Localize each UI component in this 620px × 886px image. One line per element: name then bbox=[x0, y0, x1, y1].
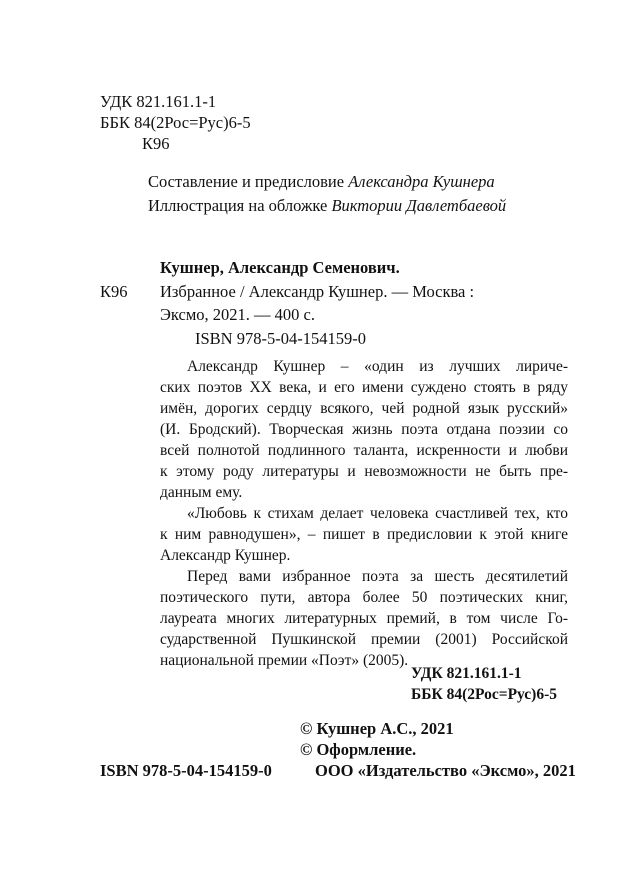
compilation-name: Александра Кушнера bbox=[348, 172, 495, 191]
illustration-name: Виктории Давлетбаевой bbox=[331, 196, 507, 215]
copyright-design: © Оформление. bbox=[300, 740, 417, 759]
record-code: К96 bbox=[100, 282, 128, 301]
classification-udk: УДК 821.161.1-1 bbox=[411, 665, 522, 682]
annotation-line: национальной премии «Поэт» (2005). bbox=[160, 652, 409, 669]
copyright-author: © Кушнер А.С., 2021 bbox=[300, 719, 454, 738]
annotation-line: к ним равнодушен», – пишет в предисловии к этой книге bbox=[160, 526, 568, 543]
header-udk: УДК 821.161.1-1 bbox=[100, 92, 217, 111]
annotation-line: имён, дорогих сердцу всякого, чей родной язык русский» bbox=[160, 400, 568, 417]
header-bbk: ББК 84(2Рос=Рус)6-5 bbox=[100, 113, 251, 132]
annotation-line: Александр Кушнер. bbox=[160, 547, 291, 564]
record-author: Кушнер, Александр Семенович. bbox=[160, 258, 400, 277]
illustration-credit bbox=[148, 196, 506, 216]
classification-bbk: ББК 84(2Рос=Рус)6-5 bbox=[411, 686, 558, 703]
record-isbn: ISBN 978-5-04-154159-0 bbox=[195, 329, 366, 348]
annotation-line: Перед вами избранное поэта за шесть десятилетий bbox=[187, 568, 568, 585]
annotation-line: (И. Бродский). Творческая жизнь поэта отдана поэзии со bbox=[160, 421, 568, 438]
annotation-line: данным ему. bbox=[160, 484, 243, 501]
isbn-footer: ISBN 978-5-04-154159-0 bbox=[100, 761, 272, 780]
annotation-line: сударственной Пушкинской премии (2001) Российской bbox=[160, 631, 568, 648]
header-author-code: К96 bbox=[142, 134, 170, 153]
copyright-publisher: ООО «Издательство «Эксмо», 2021 bbox=[315, 761, 576, 780]
annotation-line: к этому роду литературы и невозможности не быть пре- bbox=[160, 463, 568, 480]
record-title-line2: Эксмо, 2021. — 400 с. bbox=[160, 305, 315, 324]
annotation-line: всей полнотой подлинного таланта, искренности и любви bbox=[160, 442, 568, 459]
illustration-label: Иллюстрация на обложке bbox=[148, 196, 328, 215]
annotation-line: Александр Кушнер – «один из лучших лириче- bbox=[187, 358, 568, 375]
annotation-line: поэтического пути, автора более 50 поэтических книг, bbox=[160, 589, 568, 606]
annotation-line: «Любовь к стихам делает человека счастливей тех, кто bbox=[187, 505, 568, 522]
annotation-line: ских поэтов XX века, и его имени суждено стоять в ряду bbox=[160, 379, 568, 396]
compilation-label: Составление и предисловие bbox=[148, 172, 345, 191]
compilation-credit bbox=[148, 172, 495, 192]
annotation-line: лауреата многих литературных премий, в том числе Го- bbox=[160, 610, 568, 627]
record-title-line1: Избранное / Александр Кушнер. — Москва : bbox=[160, 282, 475, 301]
